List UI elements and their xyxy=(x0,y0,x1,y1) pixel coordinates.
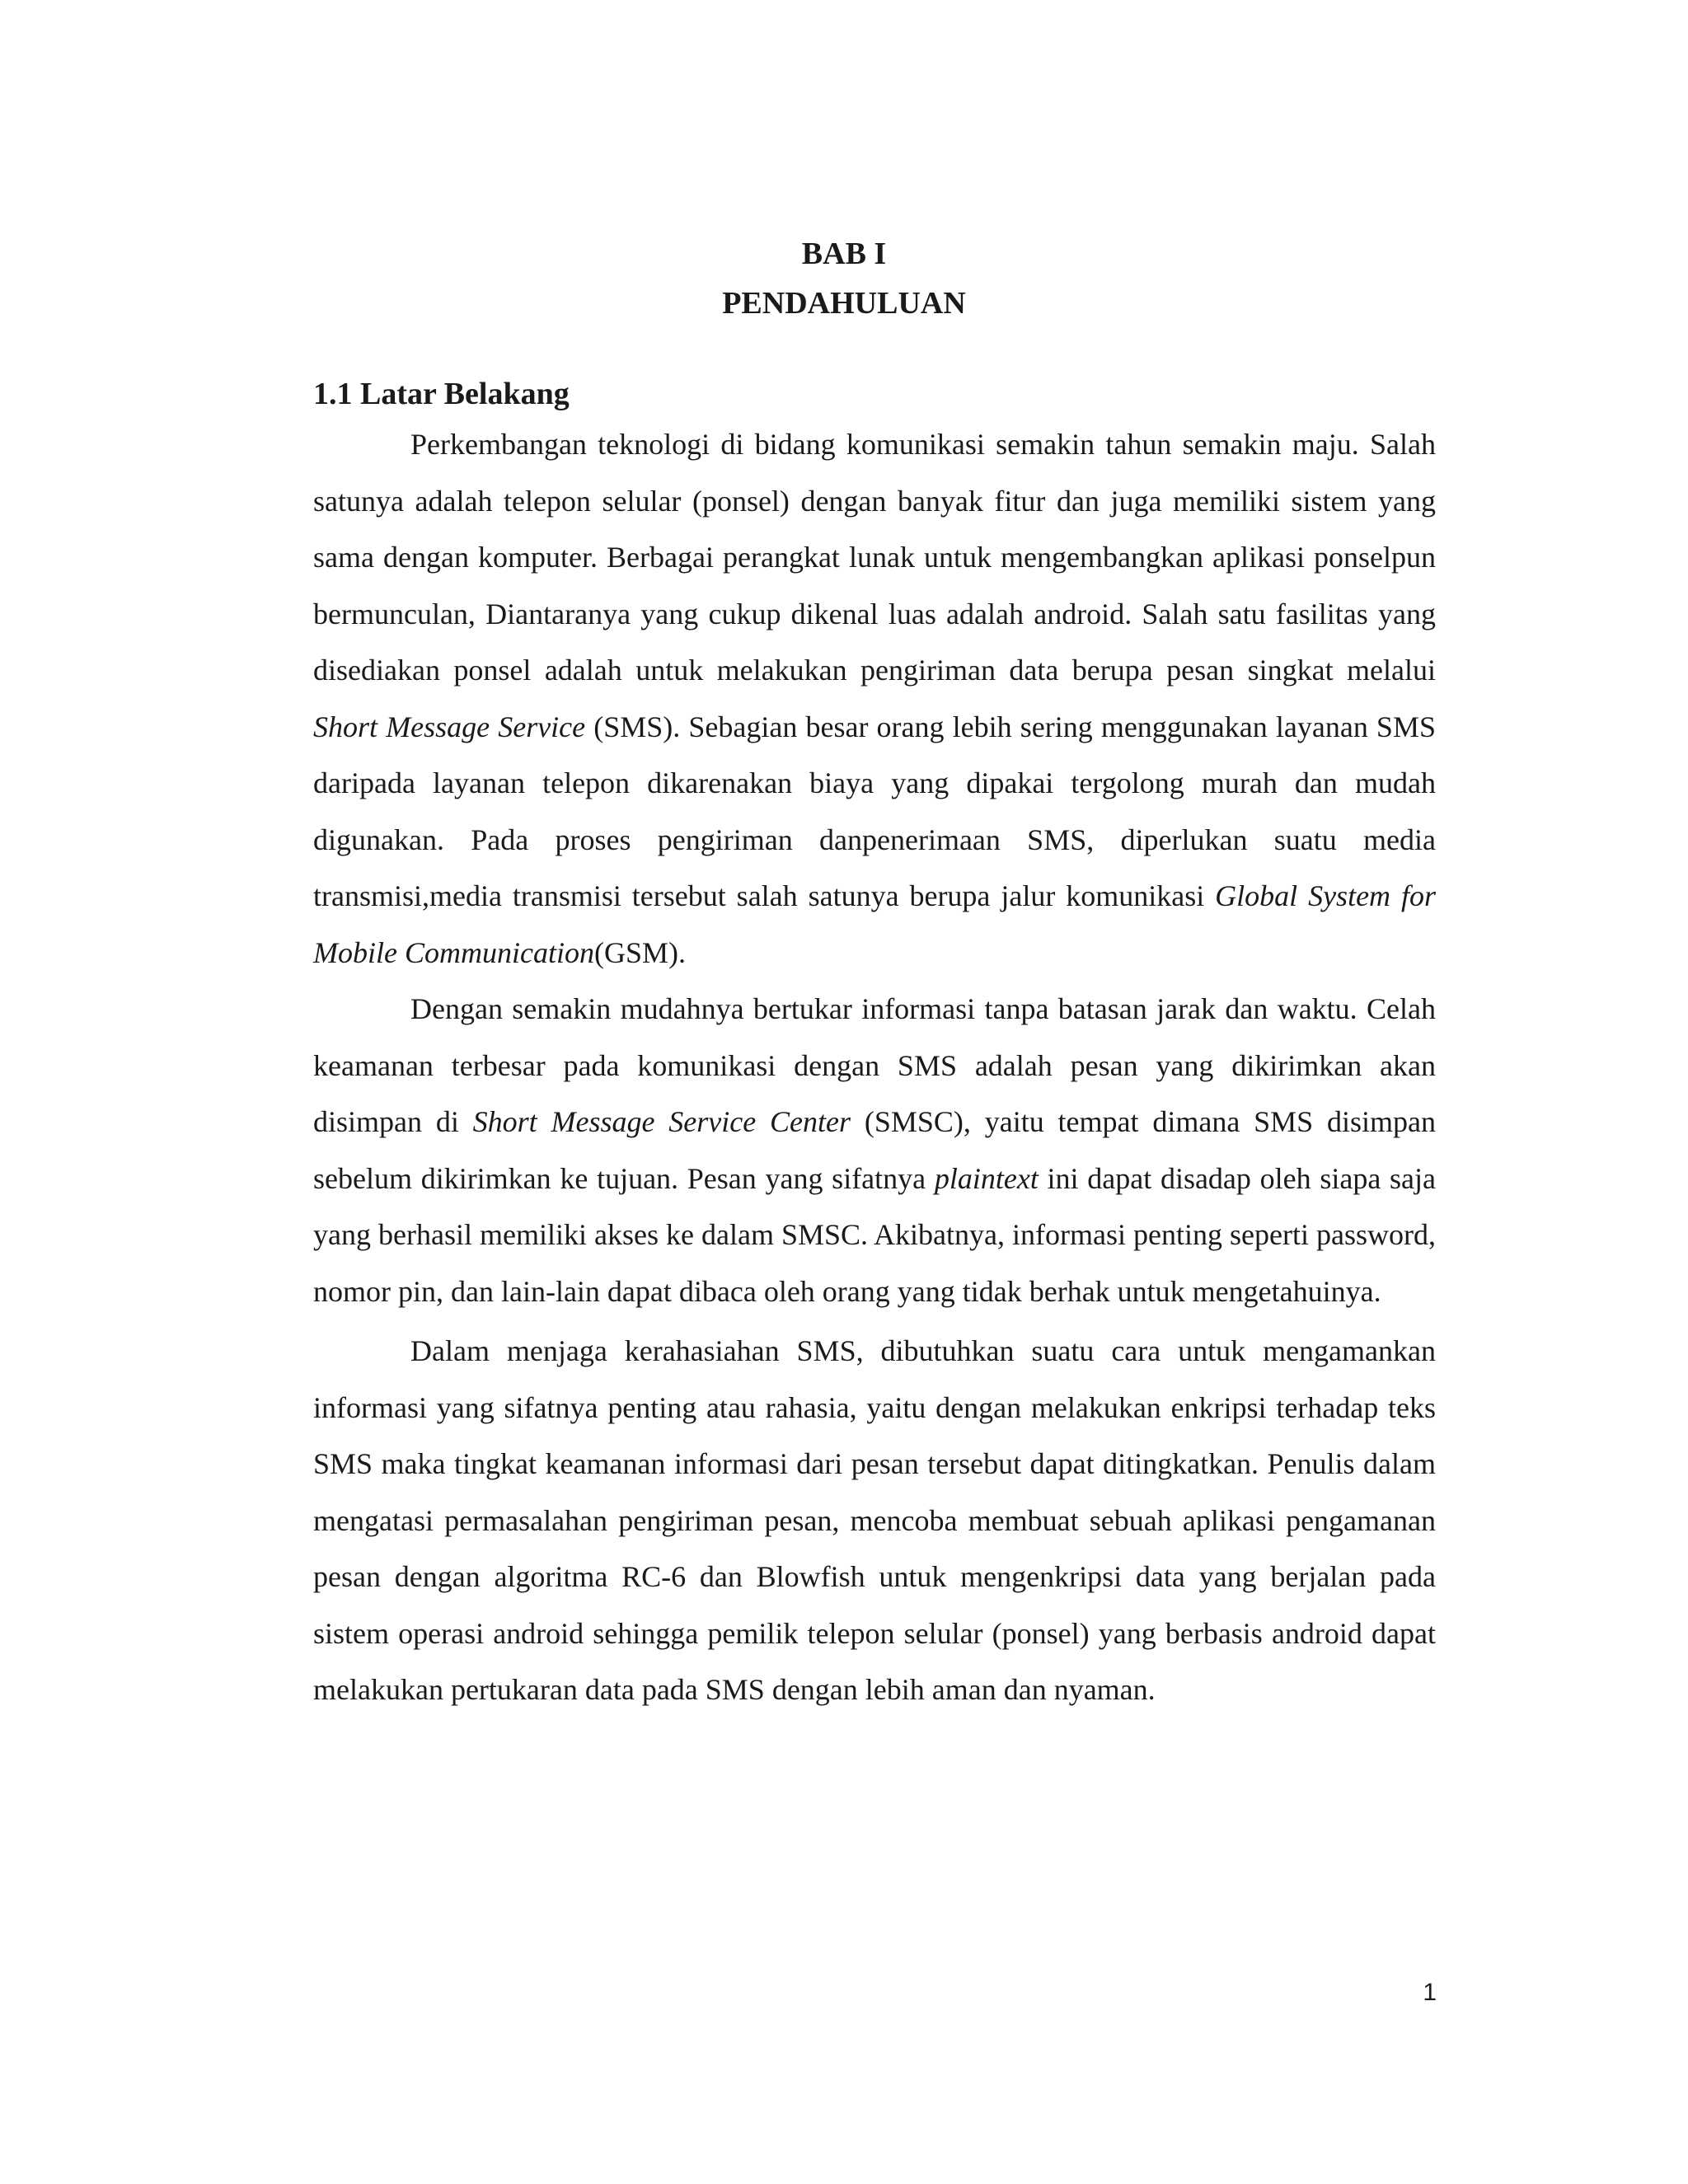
paragraph-2-italic-plaintext: plaintext xyxy=(934,1161,1039,1195)
paragraph-1-italic-sms: Short Message Service xyxy=(313,710,586,743)
paragraph-2-italic-smsc: Short Message Service Center xyxy=(472,1105,851,1138)
paragraph-1-text-a: Perkembangan teknologi di bidang komunikasi semakin tahun semakin maju. Salah satunya adalah telepon selular (ponsel) dengan banyak fitur dan juga memiliki sistem yang sama dengan komputer. Berbagai perangkat lunak untuk mengembangkan aplikasi ponselpun bermunculan, Diantaranya yang cukup dikenal luas adalah android. Salah satu fasilitas yang disediakan ponsel adalah untuk melakukan pengiriman data berupa pesan singkat melalui xyxy=(313,428,1436,687)
paragraph-1-italic-gsm: Global System for Mobile Communication xyxy=(313,879,1436,969)
body-text xyxy=(313,416,1436,1718)
paragraph-2 xyxy=(313,981,1436,1319)
section-title: 1.1 Latar Belakang xyxy=(313,377,570,411)
chapter-heading xyxy=(0,229,1688,328)
paragraph-3-text-a: Dalam menjaga kerahasiahan SMS, dibutuhkan suatu cara untuk mengamankan informasi yang sifatnya penting atau rahasia, yaitu dengan melakukan enkripsi terhadap teks SMS maka tingkat keamanan informasi dari pesan tersebut dapat ditingkatkan. Penulis dalam mengatasi permasalahan pengiriman pesan, mencoba membuat sebuah aplikasi pengamanan pesan dengan algoritma RC-6 dan Blowfish untuk mengenkripsi data yang berjalan pada sistem operasi android sehingga pemilik telepon selular (ponsel) yang berbasis android dapat melakukan pertukaran data pada SMS dengan lebih aman dan nyaman. xyxy=(313,1334,1436,1706)
chapter-label: BAB I xyxy=(801,237,887,271)
paragraph-2-text-b: (SMSC), yaitu tempat dimana SMS disimpan sebelum dikirimkan ke tujuan. Pesan yang sifatnya xyxy=(313,1105,1436,1195)
page-number: 1 xyxy=(1423,1979,1437,2006)
chapter-title: PENDAHULUAN xyxy=(722,286,966,321)
paragraph-1-text-c: (GSM). xyxy=(593,935,686,969)
paragraph-2-text-c: ini dapat disadap oleh siapa saja yang berhasil memiliki akses ke dalam SMSC. Akibatnya, informasi penting seperti password, nomor pin, dan lain-lain dapat dibaca oleh orang yang tidak berhak untuk mengetahuinya. xyxy=(313,1161,1436,1308)
paragraph-3 xyxy=(313,1323,1436,1718)
paragraph-1-text-b: (SMS). Sebagian besar orang lebih sering menggunakan layanan SMS daripada layanan telepon dikarenakan biaya yang dipakai tergolong murah dan mudah digunakan. Pada proses pengiriman danpenerimaan SMS, diperlukan suatu media transmisi,media transmisi tersebut salah satunya berupa jalur komunikasi xyxy=(313,710,1436,912)
paragraph-1 xyxy=(313,416,1436,981)
paragraph-2-text-a: Dengan semakin mudahnya bertukar informasi tanpa batasan jarak dan waktu. Celah keamanan terbesar pada komunikasi dengan SMS adalah pesan yang dikirimkan akan disimpan di xyxy=(313,992,1436,1138)
